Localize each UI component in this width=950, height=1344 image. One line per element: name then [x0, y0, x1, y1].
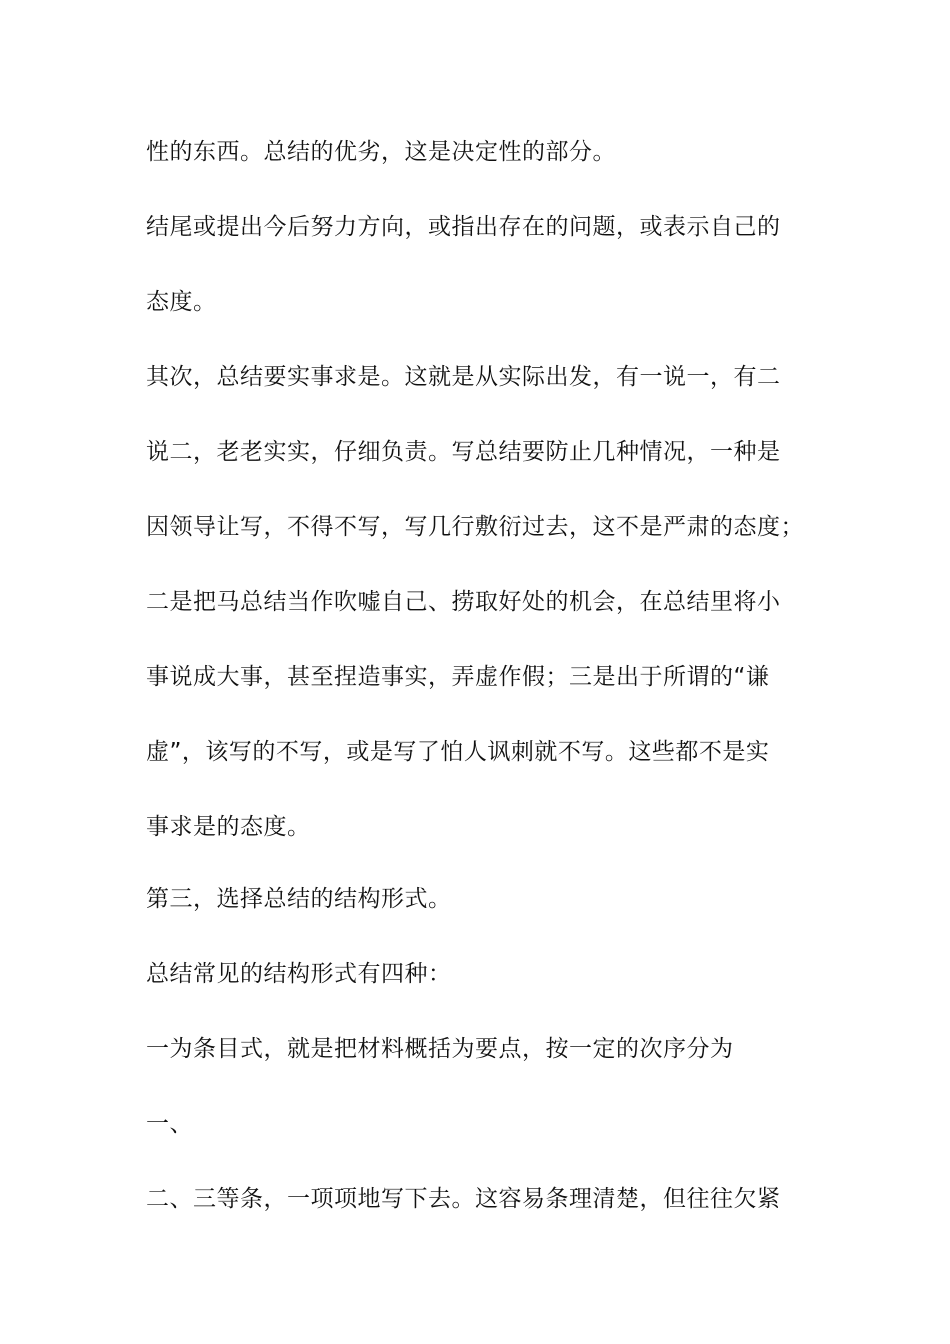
text-line: 第三，选择总结的结构形式。 — [146, 886, 452, 912]
text-line: 因领导让写，不得不写，写几行敷衍过去，这不是严肃的态度； — [146, 514, 804, 540]
text-line: 事说成大事，甚至捏造事实，弄虚作假；三是出于所谓的“谦 — [146, 664, 770, 690]
text-line: 二是把马总结当作吹嘘自己、捞取好处的机会，在总结里将小 — [146, 589, 781, 615]
text-line: 态度。 — [146, 289, 217, 315]
text-line: 一、 — [146, 1111, 193, 1137]
text-line: 二、三等条，一项项地写下去。这容易条理清楚，但往往欠紧 — [146, 1186, 781, 1212]
text-line: 事求是的态度。 — [146, 814, 311, 840]
text-line: 性的东西。总结的优劣，这是决定性的部分。 — [146, 139, 616, 165]
text-line: 结尾或提出今后努力方向，或指出存在的问题，或表示自己的 — [146, 214, 781, 240]
text-line: 说二，老老实实，仔细负责。写总结要防止几种情况，一种是 — [146, 439, 781, 465]
text-line: 其次，总结要实事求是。这就是从实际出发，有一说一，有二 — [146, 364, 781, 390]
text-line: 一为条目式，就是把材料概括为要点，按一定的次序分为 — [146, 1036, 734, 1062]
text-line: 总结常见的结构形式有四种： — [146, 961, 452, 987]
text-line: 虚”，该写的不写，或是写了怕人讽刺就不写。这些都不是实 — [146, 739, 770, 765]
